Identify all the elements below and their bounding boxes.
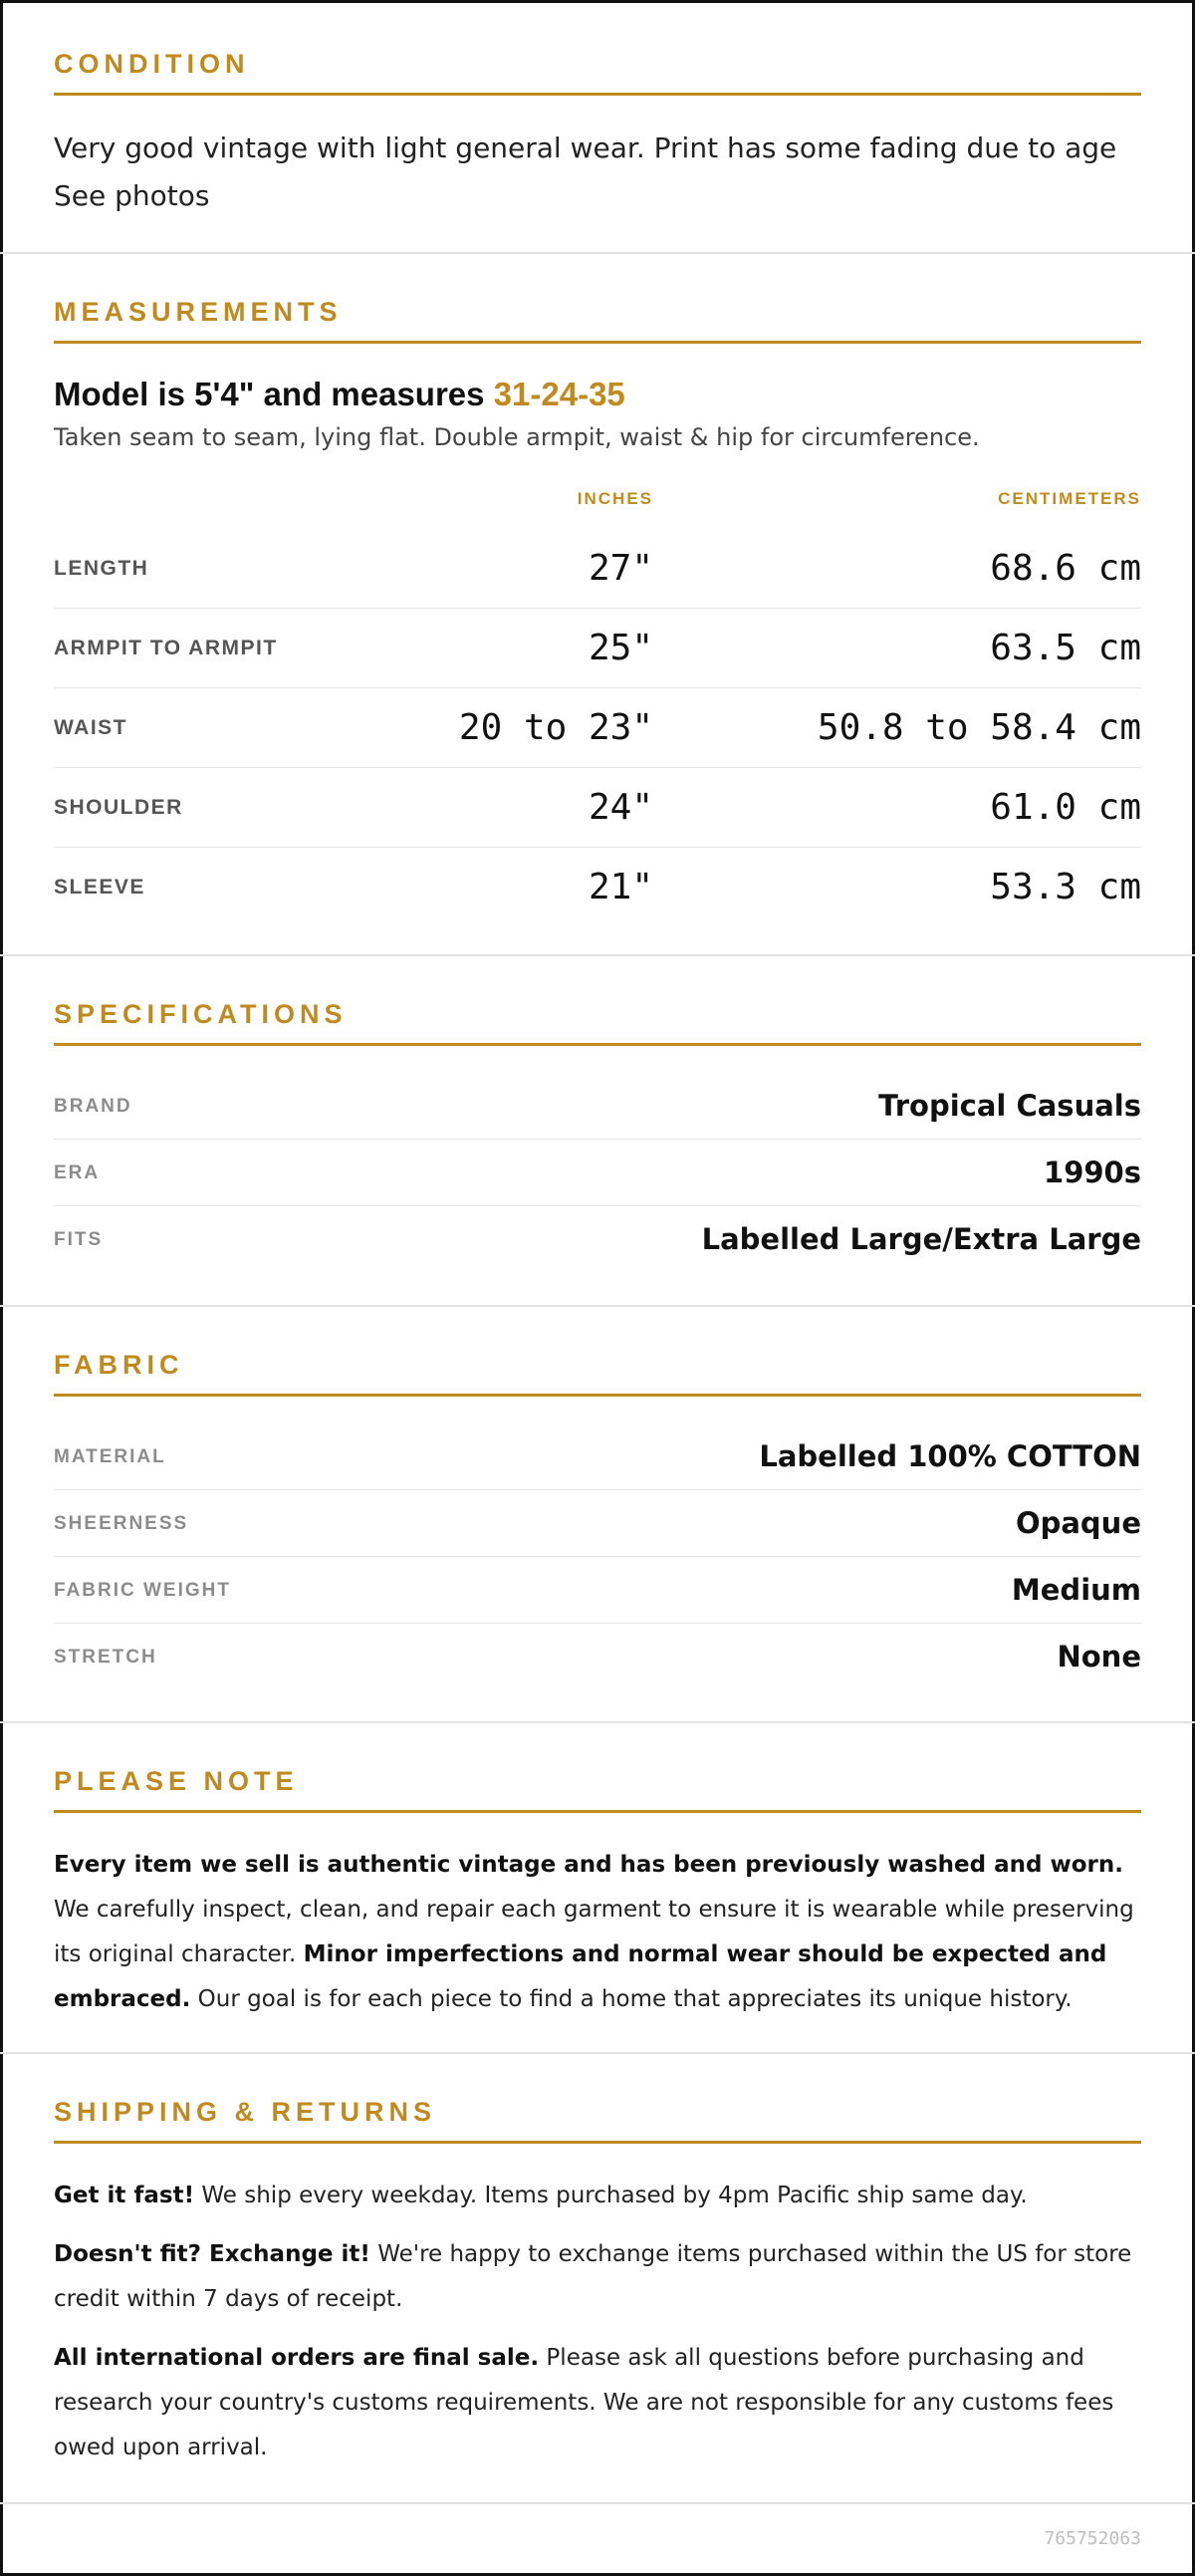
shipping-bold-1: Get it fast! — [54, 2183, 195, 2208]
measurement-cm: 50.8 to 58.4 cm — [817, 707, 1141, 748]
shipping-heading: SHIPPING & RETURNS — [54, 2097, 1141, 2144]
measurement-cm: 63.5 cm — [990, 628, 1141, 668]
note-text-1: We carefully inspect, clean, and repair each garment to ensure it is wearable while preserving its original character. — [54, 1897, 1134, 1967]
please-note-heading: PLEASE NOTE — [54, 1766, 1141, 1813]
measurement-cm: 61.0 cm — [990, 787, 1141, 828]
model-prefix: Model is 5'4" and measures — [54, 376, 494, 412]
shipping-bold-2: Doesn't fit? Exchange it! — [54, 2241, 370, 2267]
shipping-text-1: We ship every weekday. Items purchased by 4pm Pacific ship same day. — [194, 2183, 1028, 2208]
fabric-label: STRETCH — [54, 1647, 157, 1668]
note-bold-2: Minor imperfections and normal wear should be expected and embraced. — [54, 1941, 1107, 2012]
footer-section — [0, 2502, 1195, 2573]
fabric-value: None — [1057, 1640, 1141, 1674]
spec-row — [54, 1073, 1141, 1140]
spec-value: Labelled Large/Extra Large — [701, 1222, 1141, 1256]
shipping-text-3: Please ask all questions before purchasing and research your country's customs requirements. We are not responsible for any customs fees owed upon arrival. — [54, 2345, 1114, 2460]
centimeters-column-header: CENTIMETERS — [998, 489, 1141, 508]
shipping-paragraph-2 — [54, 2232, 1141, 2322]
fabric-value: Labelled 100% COTTON — [759, 1439, 1141, 1473]
please-note-section — [0, 1721, 1195, 2052]
shipping-paragraph-3 — [54, 2336, 1141, 2470]
spec-label: ERA — [54, 1162, 101, 1183]
fabric-label: SHEERNESS — [54, 1513, 189, 1534]
measurement-row — [54, 529, 1141, 609]
measurements-section — [0, 252, 1195, 954]
fabric-row — [54, 1423, 1141, 1490]
measurement-cm: 53.3 cm — [990, 867, 1141, 907]
measurement-cm: 68.6 cm — [990, 548, 1141, 589]
spec-row — [54, 1206, 1141, 1273]
measurements-heading: MEASUREMENTS — [54, 297, 1141, 344]
measurement-inches: 27" — [588, 548, 653, 589]
measurement-row — [54, 768, 1141, 848]
measurement-label: SLEEVE — [54, 876, 145, 899]
shipping-bold-3: All international orders are final sale. — [54, 2345, 540, 2371]
specifications-heading: SPECIFICATIONS — [54, 999, 1141, 1046]
note-text-2: Our goal is for each piece to find a home that appreciates its unique history. — [190, 1986, 1073, 2012]
condition-text: Very good vintage with light general wear. Print has some fading due to age See photos — [54, 131, 1117, 212]
measurement-inches: 20 to 23" — [458, 707, 653, 748]
condition-heading: CONDITION — [54, 49, 1141, 96]
fabric-label: FABRIC WEIGHT — [54, 1580, 231, 1601]
fabric-heading: FABRIC — [54, 1350, 1141, 1397]
please-note-text — [54, 1843, 1141, 2022]
model-measures: 31-24-35 — [493, 376, 625, 412]
measurement-row — [54, 688, 1141, 768]
measurements-subtext: Taken seam to seam, lying flat. Double armpit, waist & hip for circumference. — [54, 423, 980, 451]
spec-value: Tropical Casuals — [878, 1089, 1141, 1123]
fabric-row — [54, 1557, 1141, 1624]
fabric-row — [54, 1490, 1141, 1557]
spec-label: FITS — [54, 1229, 104, 1250]
measurement-row — [54, 848, 1141, 927]
measurement-label: ARMPIT TO ARMPIT — [54, 637, 278, 659]
measurement-label: LENGTH — [54, 557, 149, 580]
measurement-inches: 21" — [588, 867, 653, 907]
fabric-value: Medium — [1011, 1573, 1141, 1607]
specifications-section — [0, 954, 1195, 1305]
condition-section — [0, 3, 1195, 252]
measurement-inches: 25" — [588, 628, 653, 668]
measurement-label: WAIST — [54, 716, 127, 739]
fabric-row — [54, 1624, 1141, 1690]
model-info — [54, 376, 625, 413]
spec-value: 1990s — [1044, 1156, 1141, 1189]
note-bold-1: Every item we sell is authentic vintage and has been previously washed and worn. — [54, 1852, 1123, 1878]
fabric-value: Opaque — [1015, 1506, 1141, 1540]
shipping-paragraph-1 — [54, 2174, 1141, 2218]
shipping-section — [0, 2052, 1195, 2502]
shipping-text-2: We're happy to exchange items purchased within the US for store credit within 7 days of receipt. — [54, 2241, 1132, 2312]
spec-row — [54, 1140, 1141, 1206]
fabric-label: MATERIAL — [54, 1446, 166, 1467]
measurement-inches: 24" — [588, 787, 653, 828]
fabric-section — [0, 1305, 1195, 1721]
measurement-label: SHOULDER — [54, 796, 183, 819]
spec-label: BRAND — [54, 1096, 132, 1117]
inches-column-header: INCHES — [577, 489, 653, 508]
measurement-row — [54, 609, 1141, 688]
item-id: 765752063 — [1044, 2528, 1141, 2549]
